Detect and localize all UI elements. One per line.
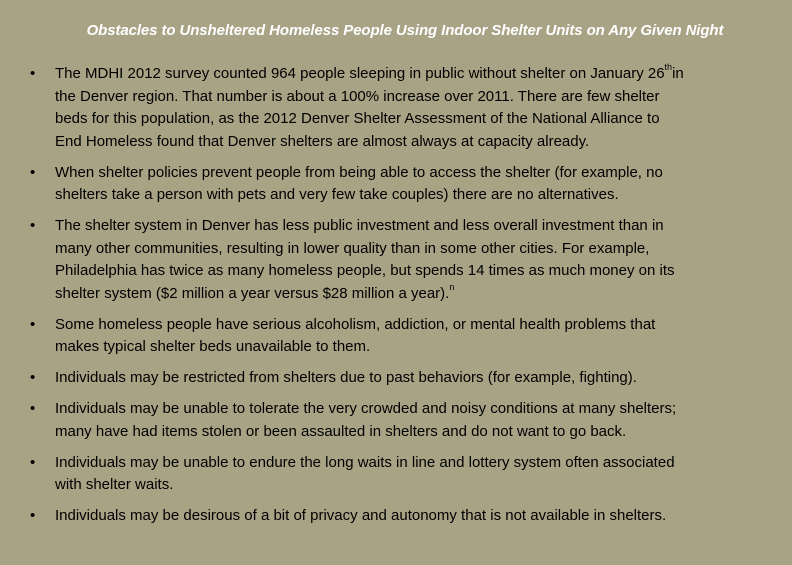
bullet-text-line: Individuals may be desirous of a bit of privacy and autonomy that is not available in shelters. xyxy=(55,507,667,524)
bullet-item xyxy=(0,162,792,207)
bullet-text-line: many other communities, resulting in lower quality than in some other cities. For example, xyxy=(55,239,650,257)
bullet-marker: • xyxy=(30,369,36,386)
page-title: Obstacles to Unsheltered Homeless People Using Indoor Shelter Units on Any Given Night xyxy=(86,22,724,39)
bullet-item xyxy=(0,215,792,305)
bullet-text-line: Some homeless people have serious alcoholism, addiction, or mental health problems that xyxy=(55,315,656,333)
bullet-item xyxy=(0,452,792,497)
bullet-text: shelter system ($2 million a year versus $28 million a year). xyxy=(55,284,450,302)
bullet-marker: • xyxy=(30,163,36,181)
bullet-text-line: Philadelphia has twice as many homeless people, but spends 14 times as much money on its xyxy=(55,262,675,279)
bullet-text-line: shelters take a person with pets and very few take couples) there are no alternatives. xyxy=(55,186,619,203)
bullet-text: in xyxy=(672,65,684,82)
bullet-list xyxy=(0,63,792,536)
bullet-text-line: The shelter system in Denver has less public investment and less overall investment than in xyxy=(55,217,664,234)
bullet-marker: • xyxy=(30,507,36,524)
bullet-text-line: Individuals may be unable to tolerate the very crowded and noisy conditions at many shelters; xyxy=(55,400,677,417)
bullet-text-line: with shelter waits. xyxy=(55,476,174,493)
bullet-text-line: beds for this population, as the 2012 Denver Shelter Assessment of the National Alliance to xyxy=(55,110,660,127)
bullet-marker: • xyxy=(30,453,36,471)
bullet-item xyxy=(0,398,792,443)
superscript: th xyxy=(664,62,673,72)
bullet-marker: • xyxy=(30,315,36,333)
bullet-text-line xyxy=(55,283,778,306)
bullet-marker: • xyxy=(30,217,36,234)
bullet-item xyxy=(0,314,792,359)
bullet-text-line xyxy=(55,63,778,86)
bullet-text-line: many have had items stolen or been assaulted in shelters and do not want to go back. xyxy=(55,422,627,440)
bullet-text-line: End Homeless found that Denver shelters are almost always at capacity already. xyxy=(55,132,590,150)
bullet-text-line: the Denver region. That number is about a 100% increase over 2011. There are few shelter xyxy=(55,87,660,105)
bullet-item xyxy=(0,63,792,153)
superscript: n xyxy=(449,281,455,292)
bullet-text-line: Individuals may be unable to endure the long waits in line and lottery system often associated xyxy=(55,453,675,471)
bullet-text-line: When shelter policies prevent people from being able to access the shelter (for example, no xyxy=(55,163,663,181)
bullet-marker: • xyxy=(30,400,36,417)
bullet-item xyxy=(0,367,792,390)
bullet-text-line: makes typical shelter beds unavailable to them. xyxy=(55,338,371,355)
bullet-text: The MDHI 2012 survey counted 964 people sleeping in public without shelter on January 26 xyxy=(55,65,665,82)
bullet-marker: • xyxy=(30,65,36,82)
bullet-text-line: Individuals may be restricted from shelters due to past behaviors (for example, fighting). xyxy=(55,369,637,386)
bullet-item xyxy=(0,505,792,528)
